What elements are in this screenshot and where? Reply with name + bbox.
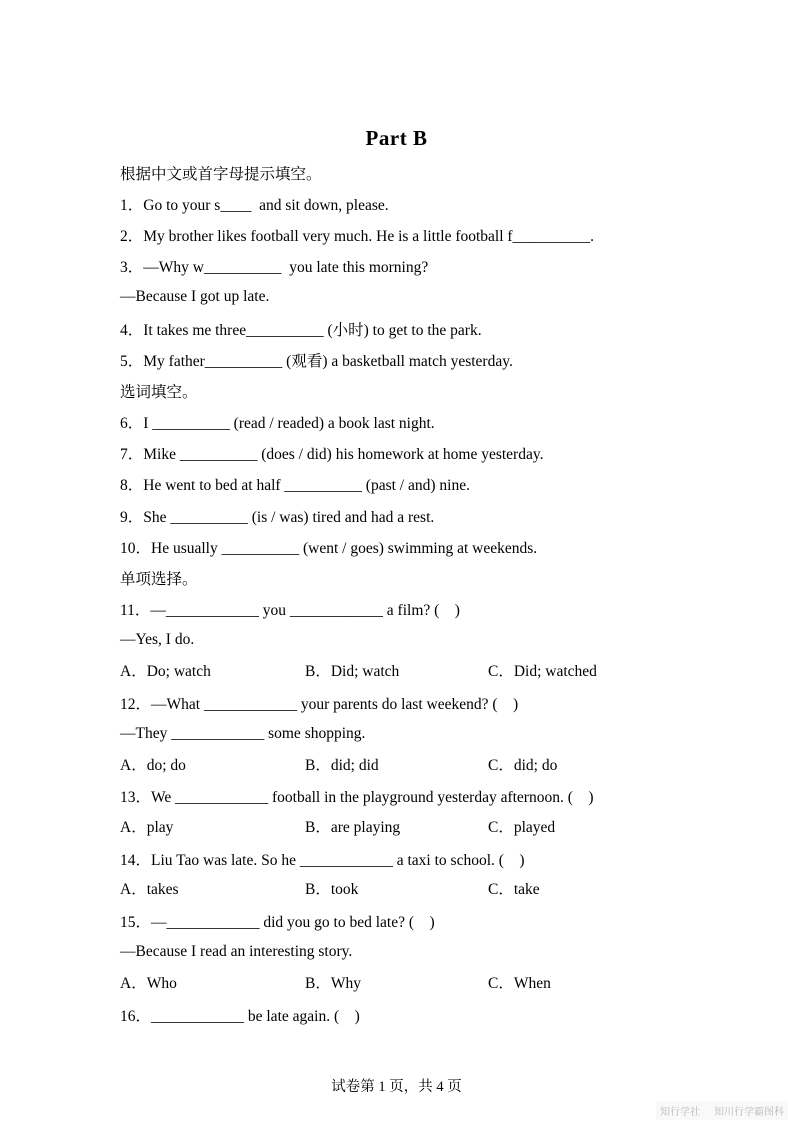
exam-content	[120, 157, 700, 1030]
option-b: B．Did; watch	[305, 663, 400, 680]
question-11-answer: —Yes, I do.	[120, 631, 195, 649]
option-a: A．Do; watch	[120, 663, 211, 680]
question-12: 12．—What ____________ your parents do last weekend? ( )	[120, 695, 519, 713]
option-c: C．When	[488, 974, 551, 992]
question-5: 5．My father__________ (观看) a basketball match yesterday.	[120, 352, 513, 370]
option-c: C．played	[488, 818, 556, 836]
question-7: 7．Mike __________ (does / did) his homework at home yesterday.	[120, 446, 544, 464]
page-title: Part B	[365, 126, 428, 150]
question-15-options	[120, 968, 700, 999]
question-14: 14．Liu Tao was late. So he ____________ a taxi to school. ( )	[120, 851, 525, 869]
question-2: 2．My brother likes football very much. He is a little football f__________.	[120, 227, 594, 245]
watermark-right: 知川行学霸图科	[714, 1107, 784, 1118]
question-13-options	[120, 812, 700, 843]
option-a: A．Who	[120, 974, 177, 992]
question-14-options	[120, 874, 700, 905]
option-c: C．take	[488, 881, 540, 899]
question-15-answer: —Because I read an interesting story.	[120, 943, 353, 961]
fill-blank-instruction: 根据中文或首字母提示填空。	[120, 165, 322, 183]
question-15: 15．—____________ did you go to bed late? ( )	[120, 914, 435, 932]
question-11-options	[120, 656, 700, 687]
option-a: A．takes	[120, 881, 179, 899]
question-4: 4．It takes me three__________ (小时) to get to the park.	[120, 321, 482, 339]
question-10: 10．He usually __________ (went / goes) swimming at weekends.	[120, 539, 538, 557]
option-a: A．play	[120, 818, 174, 836]
option-b: B．took	[305, 881, 359, 899]
option-c: C．did; do	[488, 756, 558, 774]
page-footer: 试卷第 1 页，共 4 页	[331, 1079, 462, 1095]
question-6: 6．I __________ (read / readed) a book last night.	[120, 415, 435, 433]
question-3-answer: —Because I got up late.	[120, 288, 270, 306]
question-12-answer: —They ____________ some shopping.	[120, 724, 366, 742]
question-13: 13．We ____________ football in the playground yesterday afternoon. ( )	[120, 789, 594, 807]
option-b: B．are playing	[305, 818, 401, 836]
watermark	[656, 1101, 788, 1120]
question-12-options	[120, 750, 700, 781]
question-3: 3．—Why w__________ you late this morning?	[120, 259, 429, 277]
watermark-left: 知行学社	[660, 1107, 700, 1118]
question-8: 8．He went to bed at half __________ (past / and) nine.	[120, 477, 470, 495]
question-1: 1．Go to your s____ and sit down, please.	[120, 196, 389, 214]
option-b: B．Why	[305, 974, 361, 992]
question-9: 9．She __________ (is / was) tired and had a rest.	[120, 508, 435, 526]
question-11: 11．—____________ you ____________ a film? ( )	[120, 602, 460, 620]
question-16: 16．____________ be late again. ( )	[120, 1007, 360, 1025]
option-c: C．Did; watched	[488, 663, 597, 680]
option-a: A．do; do	[120, 756, 186, 774]
choose-word-instruction: 选词填空。	[120, 383, 198, 401]
option-b: B．did; did	[305, 756, 379, 774]
multiple-choice-instruction: 单项选择。	[120, 571, 198, 589]
